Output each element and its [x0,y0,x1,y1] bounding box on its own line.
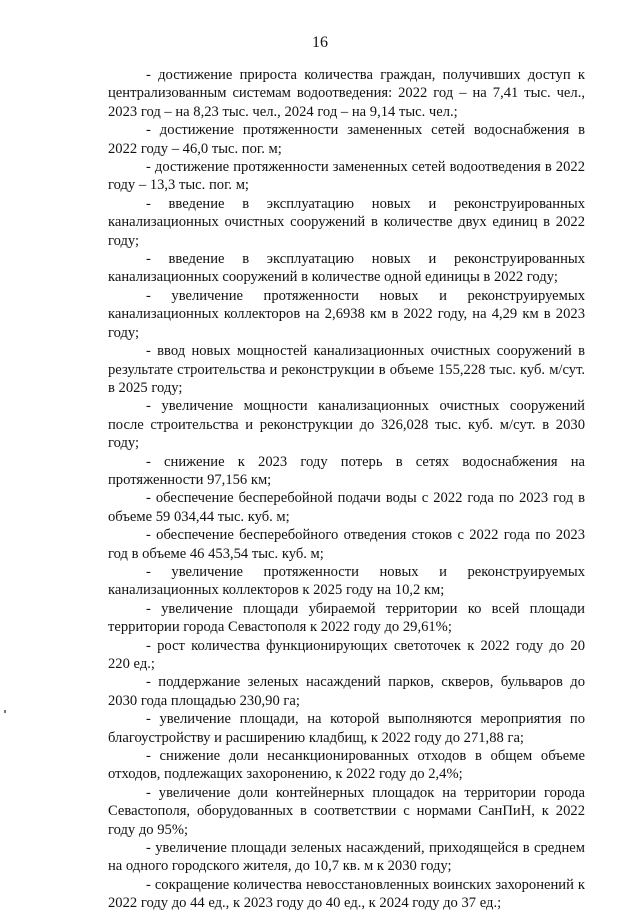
list-item: - увеличение площади убираемой территории ко всей площади территории города Севастополя к 2022 году до 29,61%; [108,600,585,636]
list-item: - обеспечение бесперебойной подачи воды с 2022 года по 2023 год в объеме 59 034,44 тыс. куб. м; [108,490,585,525]
list-item: - сокращение количества невосстановленных воинских захоронений к 2022 году до 44 ед., к 2023 году до 40 ед., к 2024 году до 37 ед.; [108,876,585,912]
list-item: - увеличение доли контейнерных площадок на территории города Севастополя, оборудованных в соответствии с нормами СанПиН, к 2022 году до 95%; [108,784,585,838]
list-item: - снижение доли несанкционированных отходов в общем объеме отходов, подлежащих захоронению, к 2022 году до 2,4%; [108,748,585,783]
list-item: - увеличение протяженности новых и реконструируемых канализационных коллекторов на 2,6938 км в 2022 году, на 4,29 км в 2023 году; [108,287,585,341]
list-item: - обеспечение бесперебойного отведения стоков с 2022 года по 2023 год в объеме 46 453,54 тыс. куб. м; [108,527,585,562]
list-item: - достижение протяженности замененных сетей водоснабжения в 2022 году – 46,0 тыс. пог. м; [108,122,585,157]
list-item: - достижение прироста количества граждан, получивших доступ к централизованным системам водоотведения: 2022 год – на 7,41 тыс. чел., 2023 год – на 8,23 тыс. чел., 2024 год – на 9,14 тыс. чел.; [108,67,585,120]
page-number: 16 [312,34,328,51]
list-item: - ввод новых мощностей канализационных очистных сооружений в результате строительства и реконструкции в объеме 155,228 тыс. куб. м/сут. в 2025 году; [108,343,585,396]
list-item: - введение в эксплуатацию новых и реконструированных канализационных очистных сооружений в количестве двух единиц в 2022 году; [108,195,585,249]
list-item: - увеличение площади, на которой выполняются мероприятия по благоустройству и расширению кладбищ, к 2022 году до 271,88 га; [108,711,585,746]
list-item: - поддержание зеленых насаждений парков, скверов, бульваров до 2030 года площадью 230,90 га; [108,674,585,709]
list-item: - увеличение площади зеленых насаждений, приходящейся в среднем на одного городского жителя, до 10,7 кв. м к 2030 году; [108,840,585,875]
list-item: - рост количества функционирующих светоточек к 2022 году до 20 220 ед.; [108,637,585,672]
list-item: - снижение к 2023 году потерь в сетях водоснабжения на протяженности 97,156 км; [108,453,585,488]
list-item: - увеличение протяженности новых и реконструируемых канализационных коллекторов к 2025 году на 10,2 км; [108,563,585,599]
scan-artifact [4,710,6,713]
list-item: - введение в эксплуатацию новых и реконструированных канализационных сооружений в количестве одной единицы в 2022 году; [108,251,585,286]
list-item: - достижение протяженности замененных сетей водоотведения в 2022 году – 13,3 тыс. пог. м; [108,159,585,194]
list-item: - увеличение мощности канализационных очистных сооружений после строительства и реконструкции до 326,028 тыс. куб. м/сут. в 2030 году; [108,398,585,452]
document-body [108,66,585,913]
